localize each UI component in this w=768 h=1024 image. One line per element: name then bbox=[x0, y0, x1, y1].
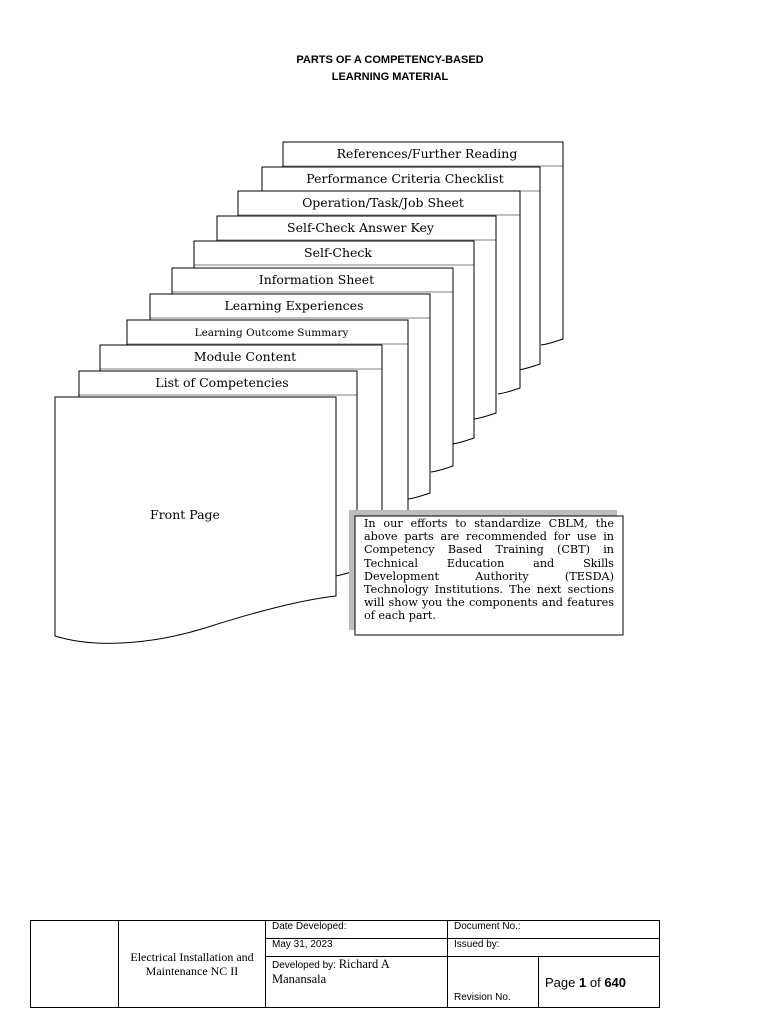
sheet-label: Learning Experiences bbox=[224, 298, 364, 313]
issued-by-label: Issued by: bbox=[448, 939, 660, 957]
page-title-line-2: LEARNING MATERIAL bbox=[331, 71, 449, 83]
sheet-label: Learning Outcome Summary bbox=[194, 327, 349, 339]
date-developed-label: Date Developed: bbox=[266, 921, 448, 939]
front-page-label: Front Page bbox=[150, 507, 220, 522]
sheet-label: Self-Check Answer Key bbox=[287, 220, 434, 235]
sheet-label: Self-Check bbox=[304, 245, 372, 260]
sheet-label: Information Sheet bbox=[258, 272, 375, 287]
developed-by-cell bbox=[266, 957, 448, 1008]
document-footer bbox=[30, 920, 660, 1008]
sheet-label: List of Competencies bbox=[155, 375, 289, 390]
logo-cell bbox=[31, 921, 119, 1008]
revision-no-label: Revision No. bbox=[448, 957, 539, 1008]
developer-name: Richard A Manansala bbox=[272, 957, 390, 986]
date-developed-value: May 31, 2023 bbox=[266, 939, 448, 957]
page-total: 640 bbox=[604, 974, 627, 990]
sheet-label: Operation/Task/Job Sheet bbox=[302, 195, 464, 210]
page-title-line-1: PARTS OF A COMPETENCY-BASED bbox=[296, 54, 484, 66]
sheet-label: Performance Criteria Checklist bbox=[306, 171, 504, 186]
page-number bbox=[539, 957, 660, 1008]
page-current: 1 bbox=[579, 974, 587, 990]
sheet-label: Module Content bbox=[193, 349, 297, 364]
sheet-label: References/Further Reading bbox=[336, 146, 518, 161]
page-prefix: Page bbox=[545, 974, 576, 990]
note-text: In our efforts to standardize CBLM, the above parts are recommended for use in Competency Based Training (CBT) in Technical Education and Skills Development Authority (TESDA) Technology Institutions. The next sections will show you the components and features of each part. bbox=[364, 517, 614, 623]
developed-by-label: Developed by: bbox=[272, 960, 336, 971]
document-no-label: Document No.: bbox=[448, 921, 660, 939]
qualification-title: Electrical Installation and Maintenance NC II bbox=[119, 921, 266, 1008]
page-of: of bbox=[589, 974, 601, 990]
